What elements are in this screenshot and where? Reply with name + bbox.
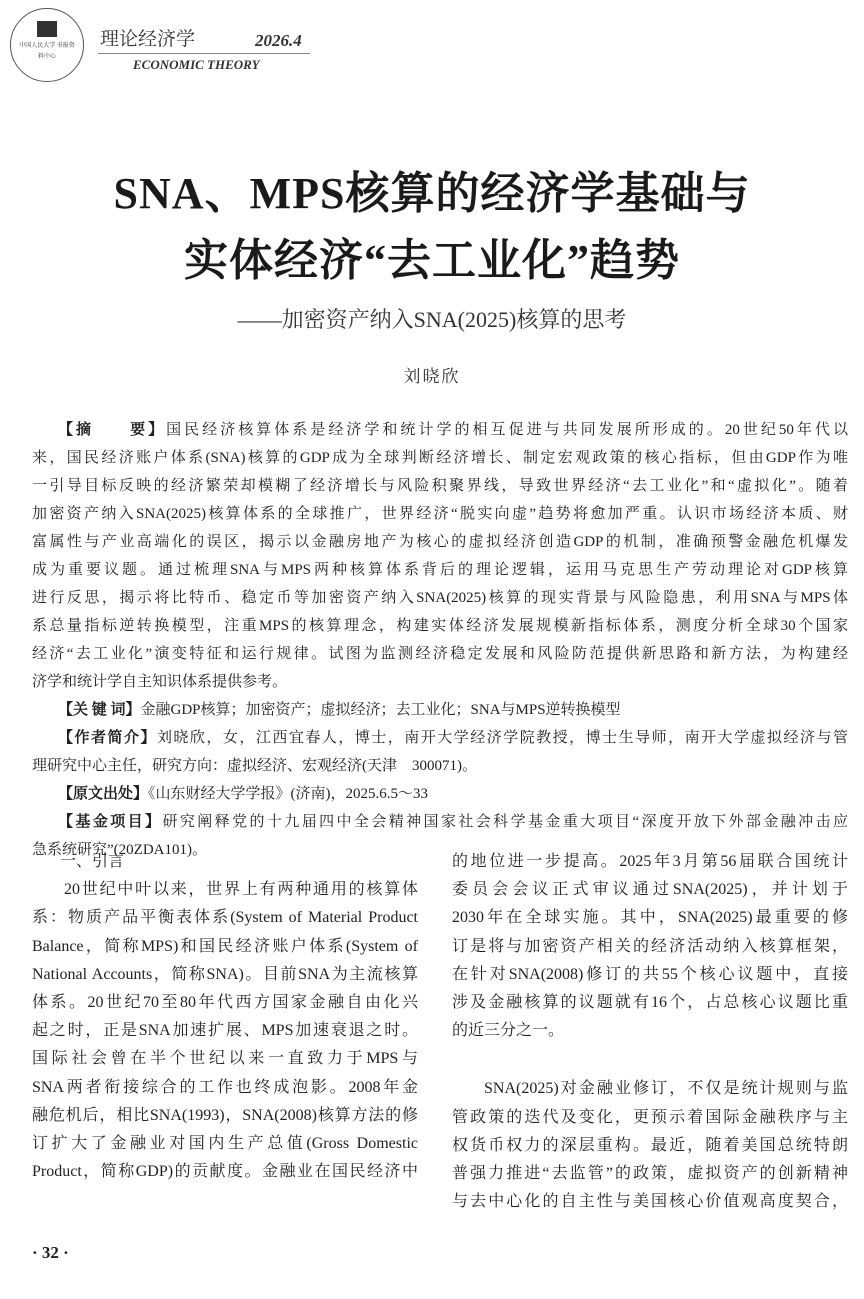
line-text: 国民经济核算体系是经济学和统计学的相互促进与共同发展所形成的。20世纪50年代以 — [166, 422, 848, 438]
issue-number: 2026.4 — [255, 31, 302, 50]
body-line-left — [32, 1048, 418, 1070]
body-line-left — [32, 907, 418, 929]
line-text: Product，简称GDP)的贡献度。金融业在国民经济中 — [32, 1163, 418, 1181]
body-line-right — [452, 992, 848, 1014]
source-line — [58, 784, 848, 804]
line-text: 理研究中心主任，研究方向：虚拟经济、宏观经济(天津 300071)。 — [32, 758, 477, 774]
line-text: 订是将与加密资产相关的经济活动纳入核算框架， — [452, 937, 848, 955]
body-line-right — [452, 879, 848, 901]
body-line-left — [32, 936, 418, 958]
author-name: 刘晓欣 — [403, 367, 461, 386]
line-text: 订扩大了金融业对国内生产总值(Gross Domestic — [32, 1135, 418, 1152]
section-label: 【基金项目】 — [58, 814, 163, 830]
line-text: 《山东财经大学学报》(济南)，2025.6.5～33 — [148, 786, 429, 802]
body-line-right — [452, 936, 848, 958]
section-label: 【摘 要】 — [58, 422, 167, 438]
body-line-left — [32, 1105, 418, 1127]
line-text: 20世纪中叶以来，世界上有两种通用的核算体 — [64, 881, 418, 899]
line-text: 的近三分之一。 — [452, 1022, 565, 1040]
abstract-line — [32, 672, 848, 692]
line-text: 委员会会议正式审议通过SNA(2025)，并计划于 — [452, 881, 848, 899]
body-line-right — [452, 1107, 848, 1129]
line-text: 起之时，正是SNA加速扩展、MPS加速衰退之时。 — [32, 1022, 418, 1040]
line-text: 管政策的迭代及变化，更预示着国际金融秩序与主 — [452, 1108, 848, 1126]
abstract-line — [58, 420, 848, 440]
body-line-left — [32, 1077, 418, 1099]
article-title-line1: SNA、MPS核算的经济学基础与 — [113, 169, 751, 218]
section-label: 【作者简介】 — [58, 730, 157, 746]
line-text: 的地位进一步提高。2025年3月第56届联合国统计 — [452, 853, 848, 870]
body-line-right — [484, 1078, 848, 1100]
line-text: 融危机后，相比SNA(1993)，SNA(2008)核算方法的修 — [32, 1106, 418, 1124]
fund-line — [58, 812, 848, 832]
line-text: 加密资产纳入SNA(2025)核算体系的全球推广，世界经济“脱实向虚”趋势将愈加严重。认识市场经济本质、财 — [32, 506, 848, 522]
body-line-right — [452, 1163, 848, 1185]
header-divider — [98, 53, 310, 54]
line-text: 系总量指标逆转换模型，注重MPS的核算理念，构建实体经济发展规模新指标体系，测度分析全球30个国家 — [32, 618, 848, 634]
line-text: SNA两者衔接综合的工作也终成泡影。2008年金 — [32, 1078, 418, 1096]
author-bio-line — [58, 728, 848, 748]
line-text: 急系统研究”(20ZDA101)。 — [32, 842, 207, 858]
body-line-left — [64, 879, 418, 901]
body-line-left — [32, 1161, 418, 1183]
journal-name: 理论经济学 — [100, 29, 196, 50]
line-text: 金融GDP核算；加密资产；虚拟经济；去工业化；SNA与MPS逆转换模型 — [140, 702, 621, 718]
author-bio-line — [32, 756, 848, 776]
line-text: 富属性与产业高端化的误区，揭示以金融房地产为核心的虚拟经济创造GDP的机制，准确预警金融危机爆发 — [32, 534, 848, 550]
section-label: 【关 键 词】 — [58, 702, 141, 718]
body-line-right — [452, 907, 848, 929]
line-text: 进行反思，揭示将比特币、稳定币等加密资产纳入SNA(2025)核算的现实背景与风险隐患，利用SNA与MPS体 — [32, 590, 848, 606]
line-text: 在针对SNA(2008)修订的共55个核心议题中，直接 — [452, 965, 848, 983]
line-text: SNA(2025)对金融业修订，不仅是统计规则与监 — [484, 1080, 848, 1098]
line-text: 涉及金融核算的议题就有16个，占总核心议题比重 — [452, 994, 848, 1011]
page-number: · 32 · — [32, 1243, 69, 1262]
logo-text: 中国人民大学 书报资料中心 — [19, 43, 75, 60]
body-line-left — [32, 1020, 418, 1042]
body-line-right — [452, 1191, 848, 1213]
body-line-right — [452, 851, 848, 873]
line-text: National Accounts，简称SNA)。目前SNA为主流核算 — [32, 965, 418, 983]
abstract-line — [32, 616, 848, 636]
line-text: 普强力推进“去监管”的政策，虚拟资产的创新精神 — [452, 1165, 848, 1182]
line-text: 与去中心化的自主性与美国核心价值观高度契合， — [452, 1193, 848, 1211]
line-text: 济学和统计学自主知识体系提供参考。 — [32, 674, 288, 690]
abstract-line — [32, 532, 848, 552]
line-text: 经济“去工业化”演变特征和运行规律。试图为监测经济稳定发展和风险防范提供新思路和新方法，为构建经 — [32, 646, 848, 662]
article-title-line2: 实体经济“去工业化”趋势 — [184, 236, 680, 285]
abstract-line — [32, 560, 848, 580]
line-text: 2030年在全球实施。其中，SNA(2025)最重要的修 — [452, 909, 848, 927]
body-line-right — [452, 1020, 848, 1042]
line-text: Balance，简称MPS)和国民经济账户体系(System of — [32, 937, 418, 955]
section-label: 【原文出处】 — [58, 786, 149, 802]
line-text: 权货币权力的深层重构。最近，随着美国总统特朗 — [452, 1136, 848, 1154]
journal-logo-seal — [10, 8, 84, 82]
body-line-right — [452, 964, 848, 986]
abstract-line — [32, 448, 848, 468]
body-line-left — [32, 964, 418, 986]
line-text: 系：物质产品平衡表体系(System of Material Product — [32, 909, 418, 927]
section-heading: 一、引言 — [60, 853, 125, 870]
abstract-line — [32, 476, 848, 496]
abstract-line — [32, 588, 848, 608]
line-text: 体系。20世纪70至80年代西方国家金融自由化兴 — [32, 994, 418, 1011]
line-text: 研究阐释党的十九届四中全会精神国家社会科学基金重大项目“深度开放下外部金融冲击应 — [162, 814, 848, 830]
body-line-left — [32, 992, 418, 1014]
book-icon — [37, 21, 57, 37]
article-subtitle: ——加密资产纳入SNA(2025)核算的思考 — [237, 307, 627, 332]
line-text: 一引导目标反映的经济繁荣却模糊了经济增长与风险积聚界线，导致世界经济“去工业化”和“虚拟化”。随着 — [32, 478, 848, 494]
journal-english-name: ECONOMIC THEORY — [133, 57, 260, 72]
abstract-line — [32, 504, 848, 524]
keywords-line — [58, 700, 848, 720]
line-text: 来，国民经济账户体系(SNA)核算的GDP成为全球判断经济增长、制定宏观政策的核心指标，但由GDP作为唯 — [32, 450, 848, 466]
line-text: 成为重要议题。通过梳理SNA与MPS两种核算体系背后的理论逻辑，运用马克思生产劳动理论对GDP核算 — [32, 562, 848, 578]
body-line-left — [32, 1133, 418, 1155]
body-line-right — [452, 1135, 848, 1157]
line-text: 国际社会曾在半个世纪以来一直致力于MPS与 — [32, 1050, 418, 1068]
line-text: 刘晓欣，女，江西宜春人，博士，南开大学经济学院教授，博士生导师，南开大学虚拟经济与管 — [156, 730, 848, 746]
abstract-line — [32, 644, 848, 664]
